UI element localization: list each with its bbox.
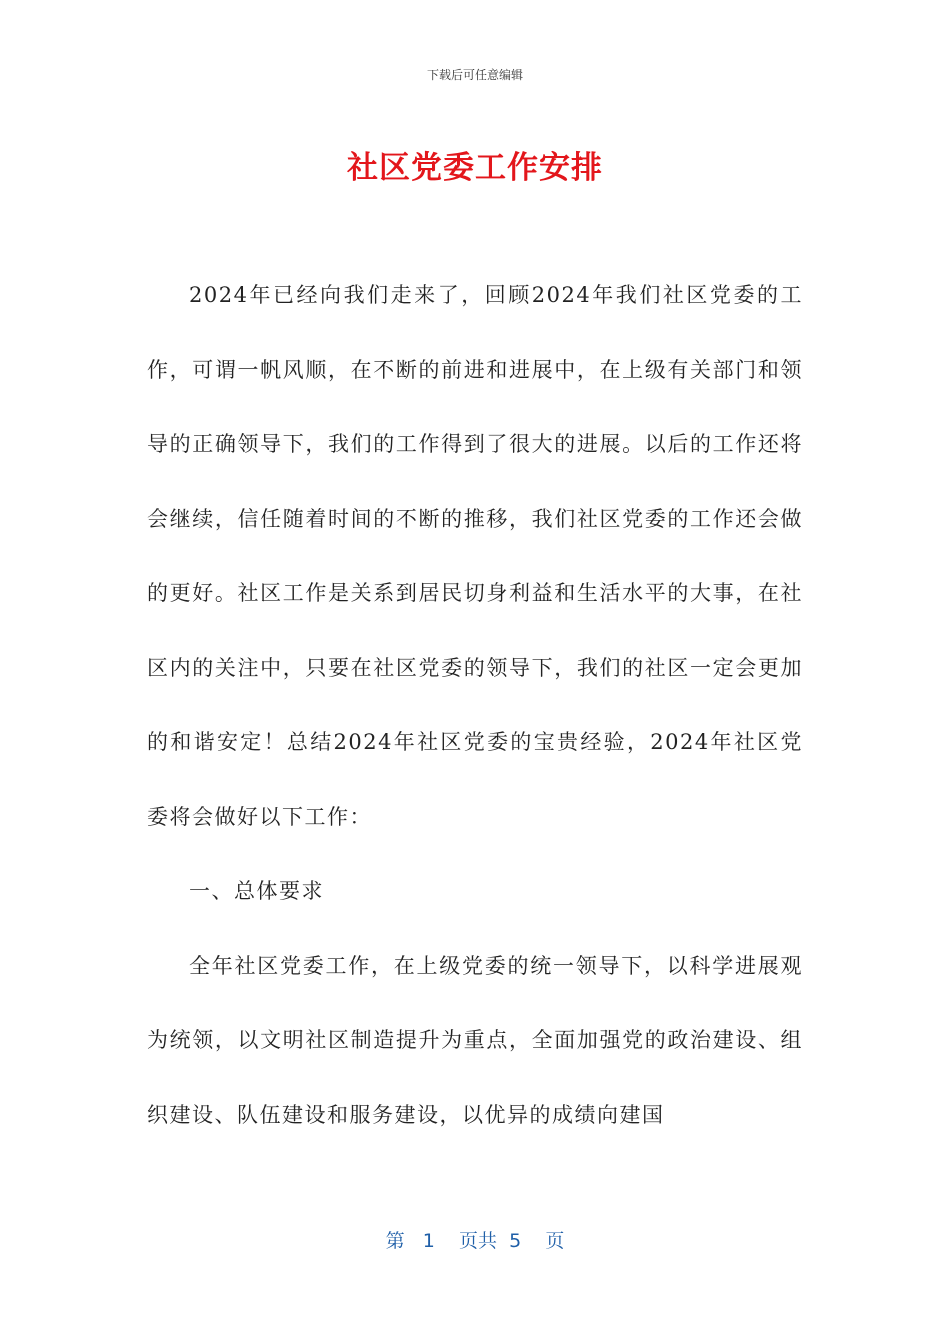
footer-mid: 页共 (459, 1230, 498, 1252)
footer-prefix: 第 (385, 1230, 405, 1252)
footer-total-pages: 5 (509, 1230, 522, 1252)
paragraph-intro: 2024年已经向我们走来了，回顾2024年我们社区党委的工作，可谓一帆风顺，在不断的前进和进展中，在上级有关部门和领导的正确领导下，我们的工作得到了很大的进展。以后的工作还将会继续，信任随着时间的不断的推移，我们社区党委的工作还会做的更好。社区工作是关系到居民切身利益和生活水平的大事，在社区内的关注中，只要在社区党委的领导下，我们的社区一定会更加的和谐安定！总结2024年社区党委的宝贵经验，2024年社区党委将会做好以下工作： (147, 283, 803, 829)
page-footer (0, 1226, 950, 1253)
footer-current-page: 1 (422, 1230, 435, 1252)
document-body (147, 258, 803, 1152)
header-note: 下载后可任意编辑 (426, 68, 523, 82)
footer-suffix: 页 (545, 1230, 565, 1252)
paragraph-requirements: 全年社区党委工作，在上级党委的统一领导下，以科学进展观为统领，以文明社区制造提升为重点，全面加强党的政治建设、组织建设、队伍建设和服务建设，以优异的成绩向建国 (147, 953, 803, 1127)
section-heading-overall-requirements: 一、总体要求 (189, 879, 324, 903)
document-title: 社区党委工作安排 (347, 150, 603, 186)
